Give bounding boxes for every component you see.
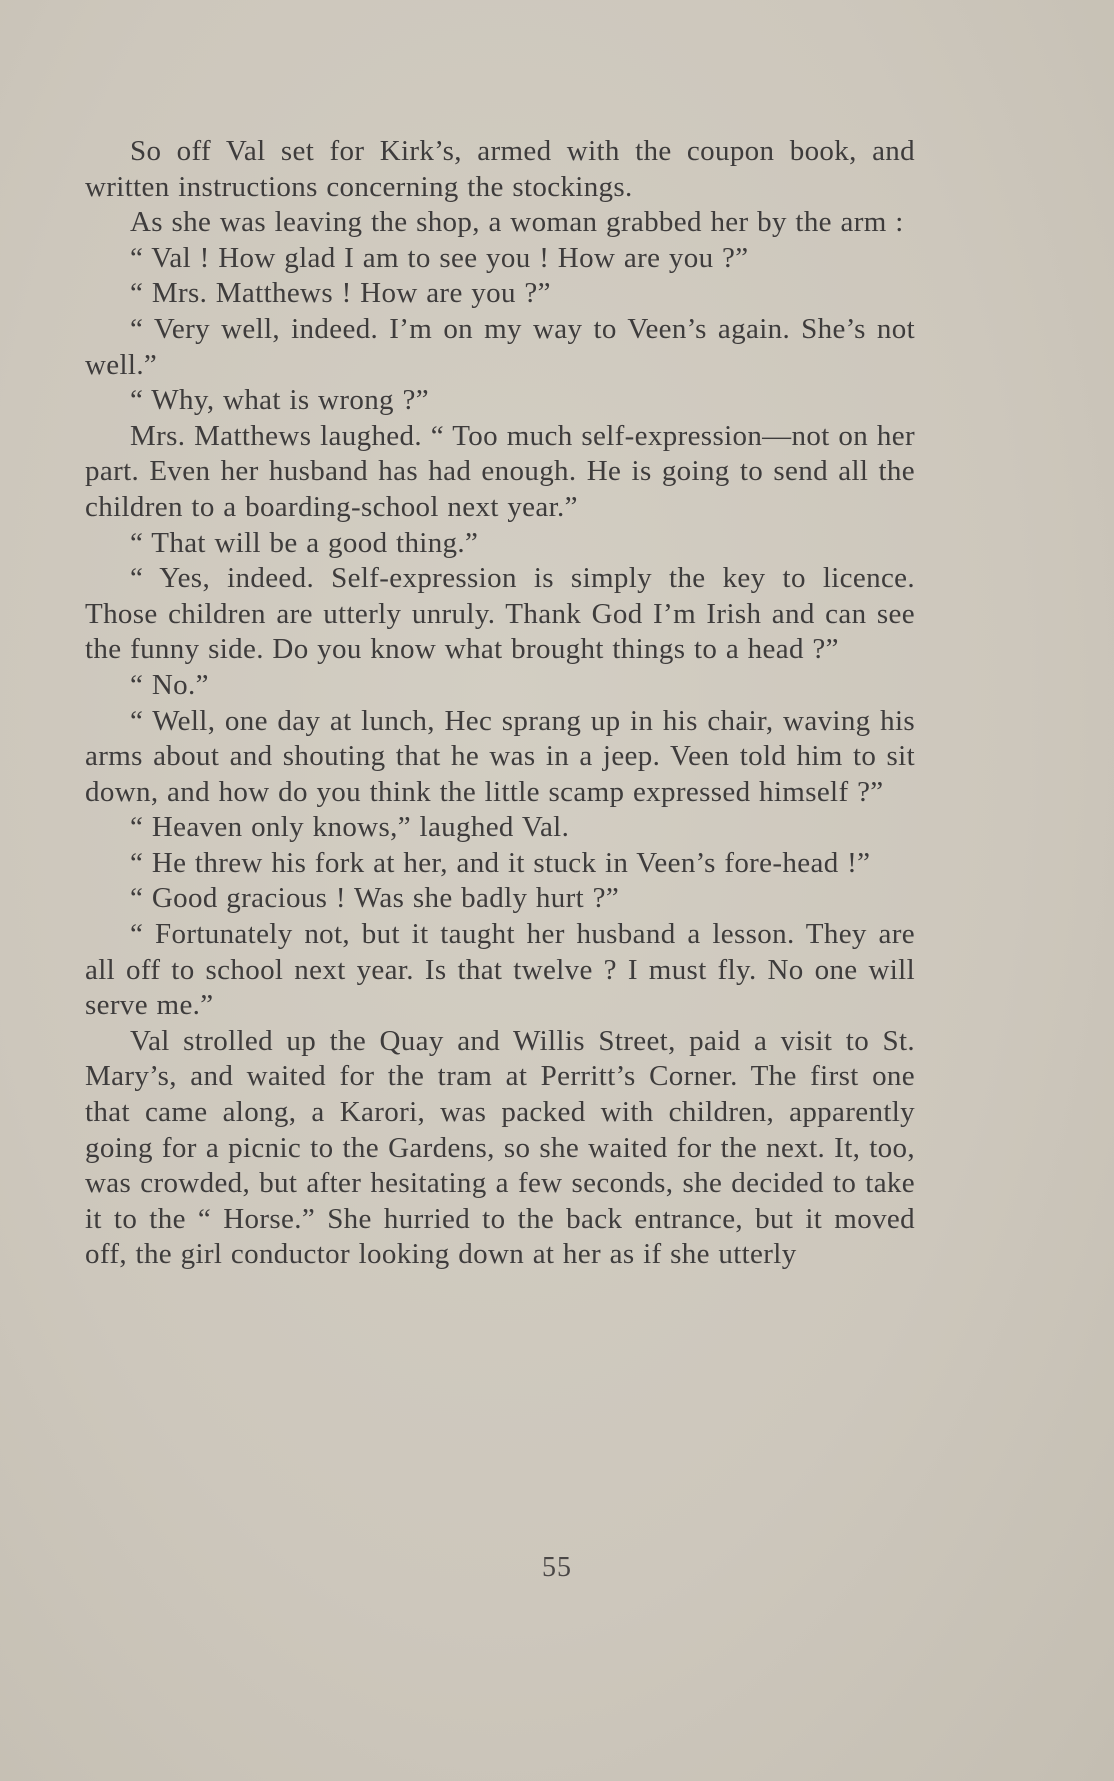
paragraph-1: So off Val set for Kirk’s, armed with the coupon book, and written instructions concerning the stockings. xyxy=(85,135,915,203)
paragraph-15: “ Fortunately not, but it taught her husband a lesson. They are all off to school next year. Is that twelve ? I must fly. No one will serve me.” xyxy=(85,918,915,1022)
paragraph-13: “ He threw his fork at her, and it stuck in Veen’s fore-head !” xyxy=(130,846,871,879)
paragraph-6: “ Why, what is wrong ?” xyxy=(130,384,429,417)
body-text xyxy=(85,134,915,1273)
paragraph-16: Val strolled up the Quay and Willis Street, paid a visit to St. Mary’s, and waited for the tram at Perritt’s Corner. The first one that came along, a Karori, was packed with children, apparently going for a picnic to the Gardens, so she waited for the next. It, too, was crowded, but after hesitating a few seconds, she decided to take it to the “ Horse.” She hurried to the back entrance, but it moved off, the girl conductor looking down at her as if she utterly xyxy=(85,1024,915,1271)
paragraph-14: “ Good gracious ! Was she badly hurt ?” xyxy=(130,882,620,915)
paragraph-7: Mrs. Matthews laughed. “ Too much self-expression—not on her part. Even her husband has had enough. He is going to send all the children to a boarding-school next year.” xyxy=(85,419,915,523)
paragraph-12: “ Heaven only knows,” laughed Val. xyxy=(130,811,570,844)
paragraph-8: “ That will be a good thing.” xyxy=(130,526,479,559)
paragraph-9: “ Yes, indeed. Self-expression is simply the key to licence. Those children are utterly unruly. Thank God I’m Irish and can see the funny side. Do you know what brought things to a head ?” xyxy=(85,562,915,666)
paragraph-5: “ Very well, indeed. I’m on my way to Veen’s again. She’s not well.” xyxy=(85,312,915,381)
paragraph-3: “ Val ! How glad I am to see you ! How are you ?” xyxy=(130,241,749,274)
paragraph-11: “ Well, one day at lunch, Hec sprang up in his chair, waving his arms about and shouting that he was in a jeep. Veen told him to sit down, and how do you think the little scamp expressed himself ?” xyxy=(85,704,915,808)
paragraph-10: “ No.” xyxy=(130,668,209,701)
page-number: 55 xyxy=(542,1552,572,1583)
paragraph-4: “ Mrs. Matthews ! How are you ?” xyxy=(130,277,551,310)
paragraph-2: As she was leaving the shop, a woman grabbed her by the arm : xyxy=(130,206,904,239)
